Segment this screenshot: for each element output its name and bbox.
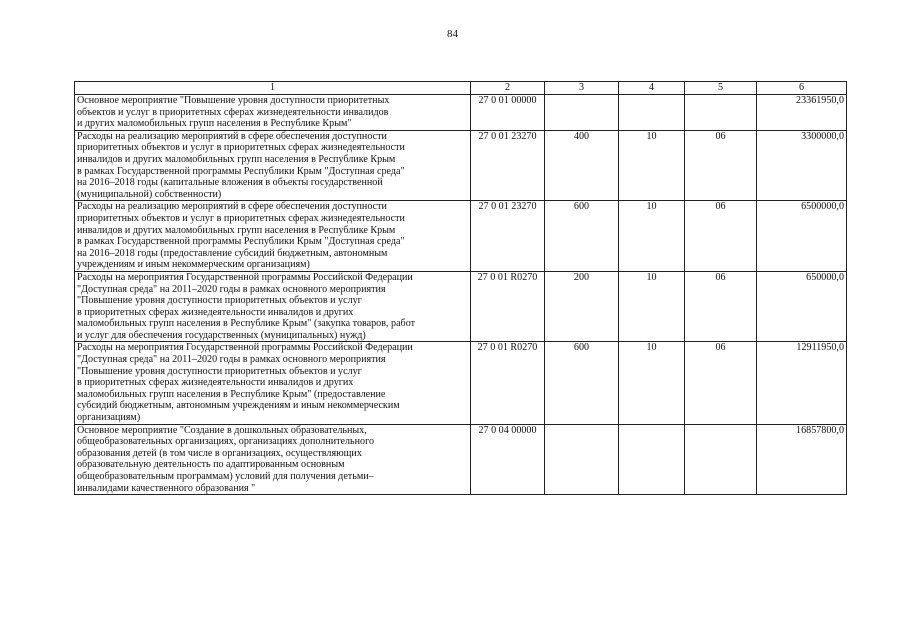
row-subsection [685, 424, 757, 495]
row-amount: 23361950,0 [757, 95, 847, 131]
header-row [75, 82, 847, 95]
row-name: Расходы на реализацию мероприятий в сфере обеспечения доступности приоритетных объектов и услуг в приоритетных сферах жизнедеятельности инвалидов и других маломобильных групп населения в Республике Крым в рамках Государственной программы Республики Крым "Доступная среда" на 2016–2018 годы (капитальные вложения в объекты государственной (муниципальной) собственности) [75, 130, 471, 201]
row-name: Расходы на мероприятия Государственной программы Российской Федерации "Доступная среда" на 2011–2020 годы в рамках основного мероприятия "Повышение уровня доступности приоритетных объектов и услуг в приоритетных сферах жизнедеятельности инвалидов и других маломобильных групп населения в Республике Крым" (закупка товаров, работ и услуг для обеспечения государственных (муниципальных) нужд) [75, 271, 471, 342]
row-section [619, 424, 685, 495]
budget-table [74, 81, 847, 495]
table-row [75, 424, 847, 495]
row-expense-type: 600 [545, 201, 619, 272]
row-section: 10 [619, 342, 685, 424]
row-name: Основное мероприятие "Повышение уровня доступности приоритетных объектов и услуг в приоритетных сферах жизнедеятельности инвалидов и других маломобильных групп населения в Республике Крым" [75, 95, 471, 131]
row-subsection: 06 [685, 271, 757, 342]
row-amount: 6500000,0 [757, 201, 847, 272]
table-row [75, 130, 847, 201]
row-expense-type: 400 [545, 130, 619, 201]
table-row [75, 271, 847, 342]
page-number: 84 [447, 28, 458, 40]
row-name: Расходы на реализацию мероприятий в сфере обеспечения доступности приоритетных объектов и услуг в приоритетных сферах жизнедеятельности инвалидов и других маломобильных групп населения в Республике Крым в рамках Государственной программы Республики Крым "Доступная среда" на 2016–2018 годы (предоставление субсидий бюджетным, автономным учреждениям и иным некоммерческим организациям) [75, 201, 471, 272]
row-target-code: 27 0 01 23270 [471, 201, 545, 272]
row-amount: 16857800,0 [757, 424, 847, 495]
row-section: 10 [619, 130, 685, 201]
row-target-code: 27 0 01 R0270 [471, 271, 545, 342]
table-row [75, 342, 847, 424]
table-row [75, 95, 847, 131]
row-subsection: 06 [685, 201, 757, 272]
row-section: 10 [619, 201, 685, 272]
header-col-4: 4 [619, 82, 685, 95]
row-expense-type [545, 95, 619, 131]
row-subsection [685, 95, 757, 131]
row-target-code: 27 0 01 00000 [471, 95, 545, 131]
row-section [619, 95, 685, 131]
header-col-2: 2 [471, 82, 545, 95]
header-col-6: 6 [757, 82, 847, 95]
row-amount: 650000,0 [757, 271, 847, 342]
row-expense-type: 600 [545, 342, 619, 424]
table-header [75, 82, 847, 95]
row-expense-type: 200 [545, 271, 619, 342]
row-subsection: 06 [685, 130, 757, 201]
header-col-1: 1 [75, 82, 471, 95]
row-amount: 3300000,0 [757, 130, 847, 201]
row-section: 10 [619, 271, 685, 342]
header-col-5: 5 [685, 82, 757, 95]
row-amount: 12911950,0 [757, 342, 847, 424]
row-name: Расходы на мероприятия Государственной программы Российской Федерации "Доступная среда" на 2011–2020 годы в рамках основного мероприятия "Повышение уровня доступности приоритетных объектов и услуг в приоритетных сферах жизнедеятельности инвалидов и других маломобильных групп населения в Республике Крым" (предоставление субсидий бюджетным, автономным учреждениям и иным некоммерческим организациям) [75, 342, 471, 424]
row-target-code: 27 0 04 00000 [471, 424, 545, 495]
row-target-code: 27 0 01 R0270 [471, 342, 545, 424]
row-name: Основное мероприятие "Создание в дошкольных образовательных, общеобразовательных организациях, организациях дополнительного образования детей (в том числе в организациях, осуществляющих образовательную деятельность по адаптированным основным общеобразовательным программам) условий для получения детьми– инвалидами качественного образования " [75, 424, 471, 495]
table-row [75, 201, 847, 272]
row-subsection: 06 [685, 342, 757, 424]
header-col-3: 3 [545, 82, 619, 95]
row-target-code: 27 0 01 23270 [471, 130, 545, 201]
row-expense-type [545, 424, 619, 495]
